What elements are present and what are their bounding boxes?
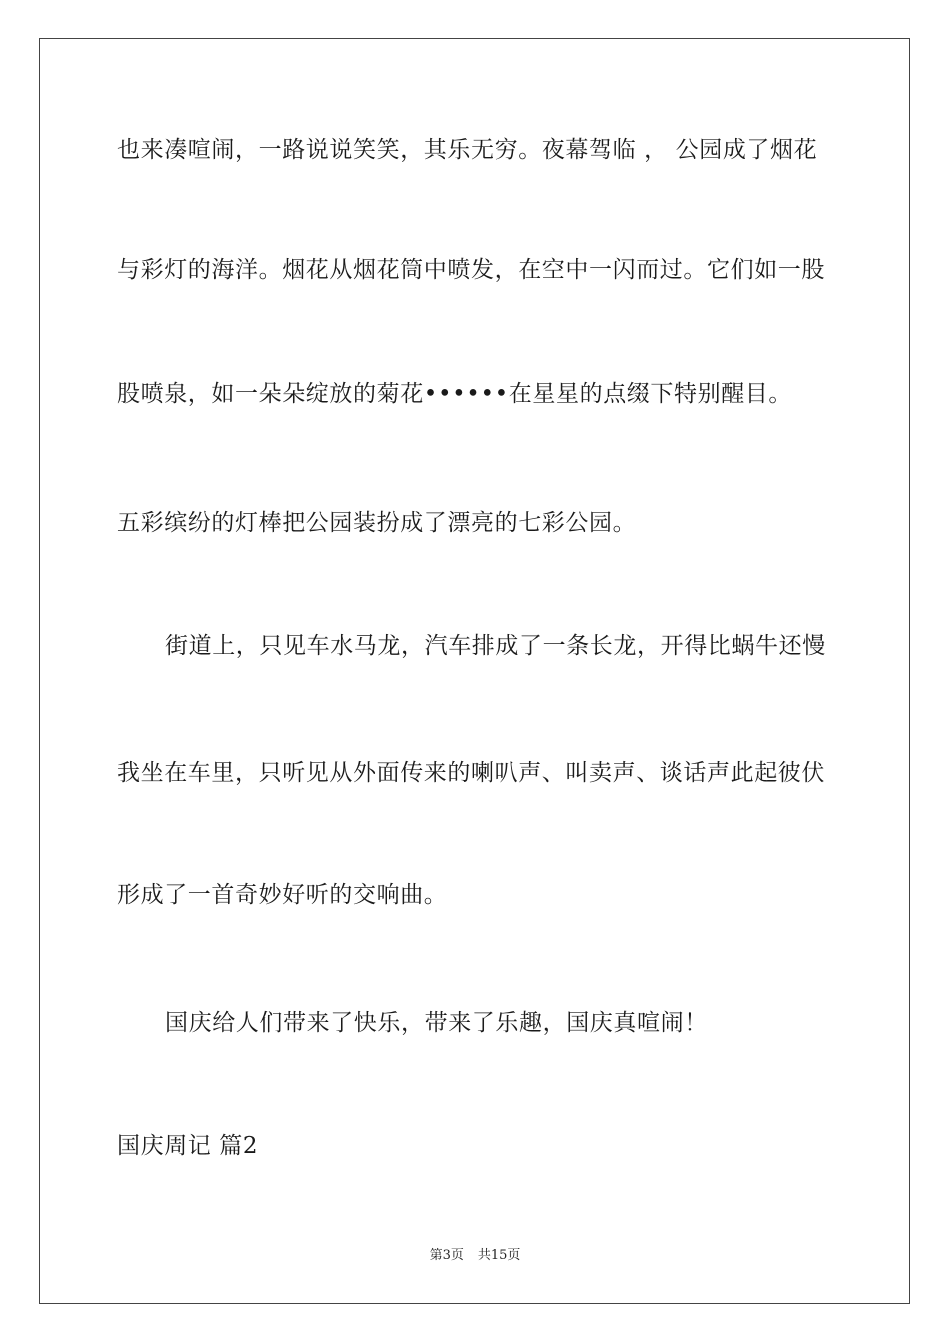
text-line-1: 也来凑喧闹，一路说说笑笑，其乐无穷。夜幕驾临 ， 公园成了烟花	[117, 137, 818, 163]
text-line-2: 与彩灯的海洋。烟花从烟花筒中喷发，在空中一闪而过。它们如一股	[117, 257, 825, 283]
section-heading: 国庆周记 篇2	[117, 1133, 259, 1159]
page-number: 第3页	[429, 1248, 464, 1263]
text-line-8: 国庆给人们带来了快乐，带来了乐趣，国庆真喧闹！	[165, 1010, 708, 1036]
text-line-3: 股喷泉，如一朵朵绽放的菊花••••••在星星的点缀下特别醒目。	[117, 381, 792, 407]
text-line-5: 街道上，只见车水马龙，汽车排成了一条长龙，开得比蜗牛还慢	[165, 633, 826, 659]
text-line-6: 我坐在车里，只听见从外面传来的喇叭声、叫卖声、谈话声此起彼伏	[117, 760, 825, 786]
text-line-4: 五彩缤纷的灯棒把公园装扮成了漂亮的七彩公园。	[117, 510, 637, 536]
page-footer	[0, 1247, 950, 1265]
text-line-7: 形成了一首奇妙好听的交响曲。	[117, 882, 448, 908]
page-frame	[39, 38, 910, 1304]
page-total: 共15页	[477, 1248, 521, 1263]
